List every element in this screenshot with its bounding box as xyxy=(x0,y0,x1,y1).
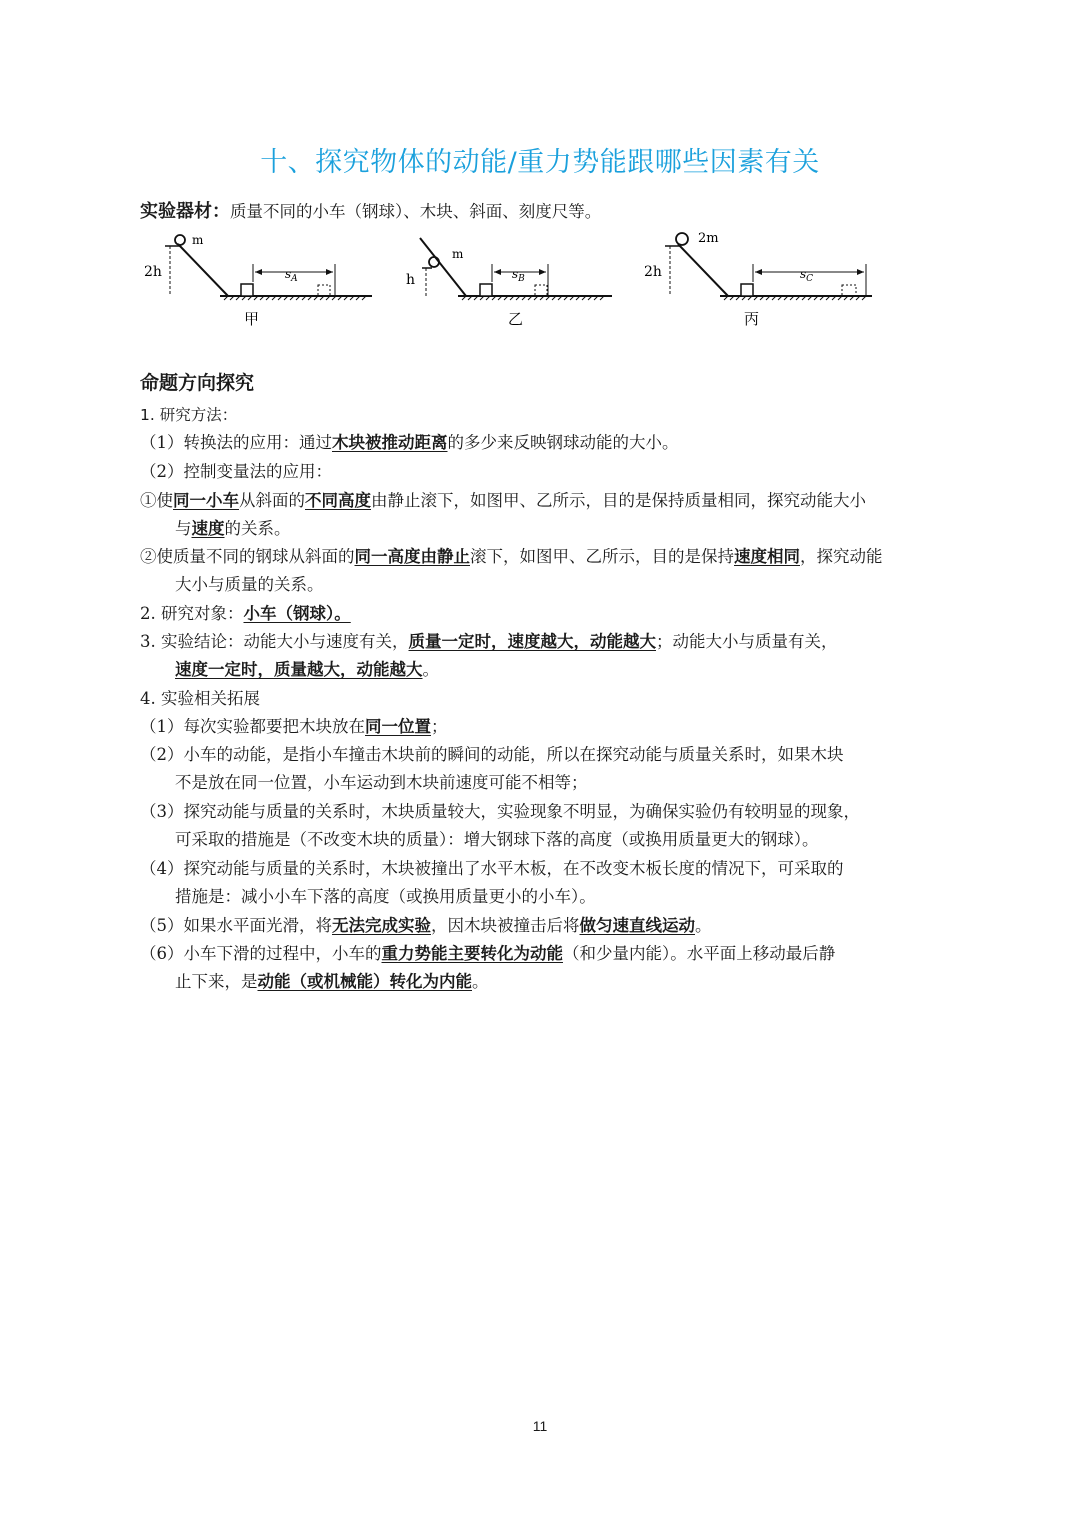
c1-text: ①使 xyxy=(140,491,173,510)
item-1-1-text: 的多少来反映钢球动能的大小。 xyxy=(447,433,679,452)
item-2 xyxy=(140,603,351,625)
circle-item-2 xyxy=(140,546,883,568)
item-1-1-key: 木块被推动距离 xyxy=(332,433,448,452)
e1-text: （1）每次实验都要把木块放在 xyxy=(140,717,365,736)
ext-3-cont: 可采取的措施是（不改变木块的质量）：增大钢球下落的高度（或换用质量更大的钢球）。 xyxy=(175,830,819,849)
figure-yi xyxy=(400,226,620,340)
item-1-2: （2）控制变量法的应用： xyxy=(140,462,332,481)
ext-4-cont: 措施是：减小小车下落的高度（或换用质量更小的小车）。 xyxy=(175,887,596,906)
item-3b-text: 。 xyxy=(422,660,439,679)
ext-4: （4）探究动能与质量的关系时，木块被撞出了水平木板，在不改变木板长度的情况下，可采取的 xyxy=(140,859,844,878)
fig-jia-mass: m xyxy=(192,233,204,247)
materials-line xyxy=(140,201,601,223)
fig-jia-sub: A xyxy=(291,274,298,284)
fig-jia-height: 2h xyxy=(144,264,162,280)
c2-text: 滚下，如图甲、乙所示，目的是保持 xyxy=(470,547,734,566)
ext-1 xyxy=(140,716,448,738)
ext-3: （3）探究动能与质量的关系时，木块质量较大，实验现象不明显，为确保实验仍有较明显的现象， xyxy=(140,802,860,821)
e6b-text: 止下来，是 xyxy=(175,972,258,991)
materials-text: 质量不同的小车（钢球）、木块、斜面、刻度尺等。 xyxy=(230,202,602,221)
fig-bing-height: 2h xyxy=(644,264,662,280)
fig-jia-caption: 甲 xyxy=(244,310,260,328)
e6-text: （和少量内能）。水平面上移动最后静 xyxy=(563,944,836,963)
c1-key: 同一小车 xyxy=(173,491,239,510)
fig-yi-caption: 乙 xyxy=(508,310,524,328)
circle-item-1-cont xyxy=(175,518,291,540)
svg-text:sC xyxy=(800,267,813,284)
item-3 xyxy=(140,631,838,653)
e1-text: ； xyxy=(431,717,448,736)
fig-yi-height: h xyxy=(406,272,416,288)
ext-6 xyxy=(140,943,835,965)
ext-5 xyxy=(140,915,712,937)
e6b-text: 。 xyxy=(472,972,489,991)
fig-bing-sub: C xyxy=(806,274,814,284)
e5-key: 无法完成实验 xyxy=(332,916,431,935)
svg-text:sA xyxy=(285,267,298,284)
fig-yi-distance: s xyxy=(512,267,519,281)
c2-text: ②使质量不同的钢球从斜面的 xyxy=(140,547,355,566)
page-title: 十、探究物体的动能/重力势能跟哪些因素有关 xyxy=(260,147,820,178)
c1-text: 从斜面的 xyxy=(239,491,305,510)
c1-key: 不同高度 xyxy=(305,491,371,510)
ext-2-cont: 不是放在同一位置，小车运动到木块前速度可能不相等； xyxy=(175,773,588,792)
c1b-text: 的关系。 xyxy=(224,519,291,538)
section-heading: 命题方向探究 xyxy=(140,372,255,394)
item-3-key: 质量一定时，速度越大，动能越大 xyxy=(408,632,656,651)
e6b-key: 动能（或机械能）转化为内能 xyxy=(257,972,472,991)
figure-jia xyxy=(140,226,380,340)
item-3-text: ；动能大小与质量有关， xyxy=(656,632,838,651)
e6-key: 重力势能主要转化为动能 xyxy=(381,944,563,963)
c1b-text: 与 xyxy=(175,519,192,538)
item-3-text: 3. 实验结论：动能大小与速度有关， xyxy=(140,632,409,651)
circle-item-2-cont: 大小与质量的关系。 xyxy=(175,575,324,594)
c1b-key: 速度 xyxy=(191,519,225,538)
c2-text: ，探究动能 xyxy=(800,547,883,566)
fig-jia-distance: s xyxy=(285,267,292,281)
item-3b-key: 速度一定时，质量越大，动能越大 xyxy=(175,660,423,679)
fig-bing-distance: s xyxy=(800,267,807,281)
item-2-key: 小车（钢球）。 xyxy=(243,604,351,623)
c2-key: 同一高度由静止 xyxy=(354,547,470,566)
ext-2: （2）小车的动能，是指小车撞击木块前的瞬间的动能，所以在探究动能与质量关系时，如果木块 xyxy=(140,745,844,764)
e5-text: ，因木块被撞击后将 xyxy=(431,916,580,935)
fig-bing-caption: 丙 xyxy=(744,310,760,328)
fig-yi-mass: m xyxy=(452,247,464,261)
circle-item-1 xyxy=(140,490,866,512)
ext-6-cont xyxy=(175,971,489,993)
svg-text:sB xyxy=(512,267,525,284)
e5-key: 做匀速直线运动 xyxy=(579,916,695,935)
figure-bing xyxy=(640,226,880,340)
e5-text: （5）如果水平面光滑，将 xyxy=(140,916,332,935)
c2-key: 速度相同 xyxy=(734,547,800,566)
fig-yi-sub: B xyxy=(518,274,525,284)
e5-text: 。 xyxy=(695,916,712,935)
e6-text: （6）小车下滑的过程中，小车的 xyxy=(140,944,382,963)
page-number: 11 xyxy=(532,1418,548,1434)
item-1-1-text: （1）转换法的应用：通过 xyxy=(140,433,332,452)
e1-key: 同一位置 xyxy=(365,717,431,736)
item-3-cont xyxy=(175,659,439,681)
c1-text: 由静止滚下，如图甲、乙所示，目的是保持质量相同，探究动能大小 xyxy=(371,491,866,510)
item-4: 4. 实验相关拓展 xyxy=(140,689,260,708)
item-1-1 xyxy=(140,432,679,454)
fig-bing-mass: 2m xyxy=(698,231,719,246)
materials-label: 实验器材： xyxy=(140,201,230,222)
item-2-text: 2. 研究对象： xyxy=(140,604,244,623)
item-1: 1. 研究方法： xyxy=(140,406,238,424)
